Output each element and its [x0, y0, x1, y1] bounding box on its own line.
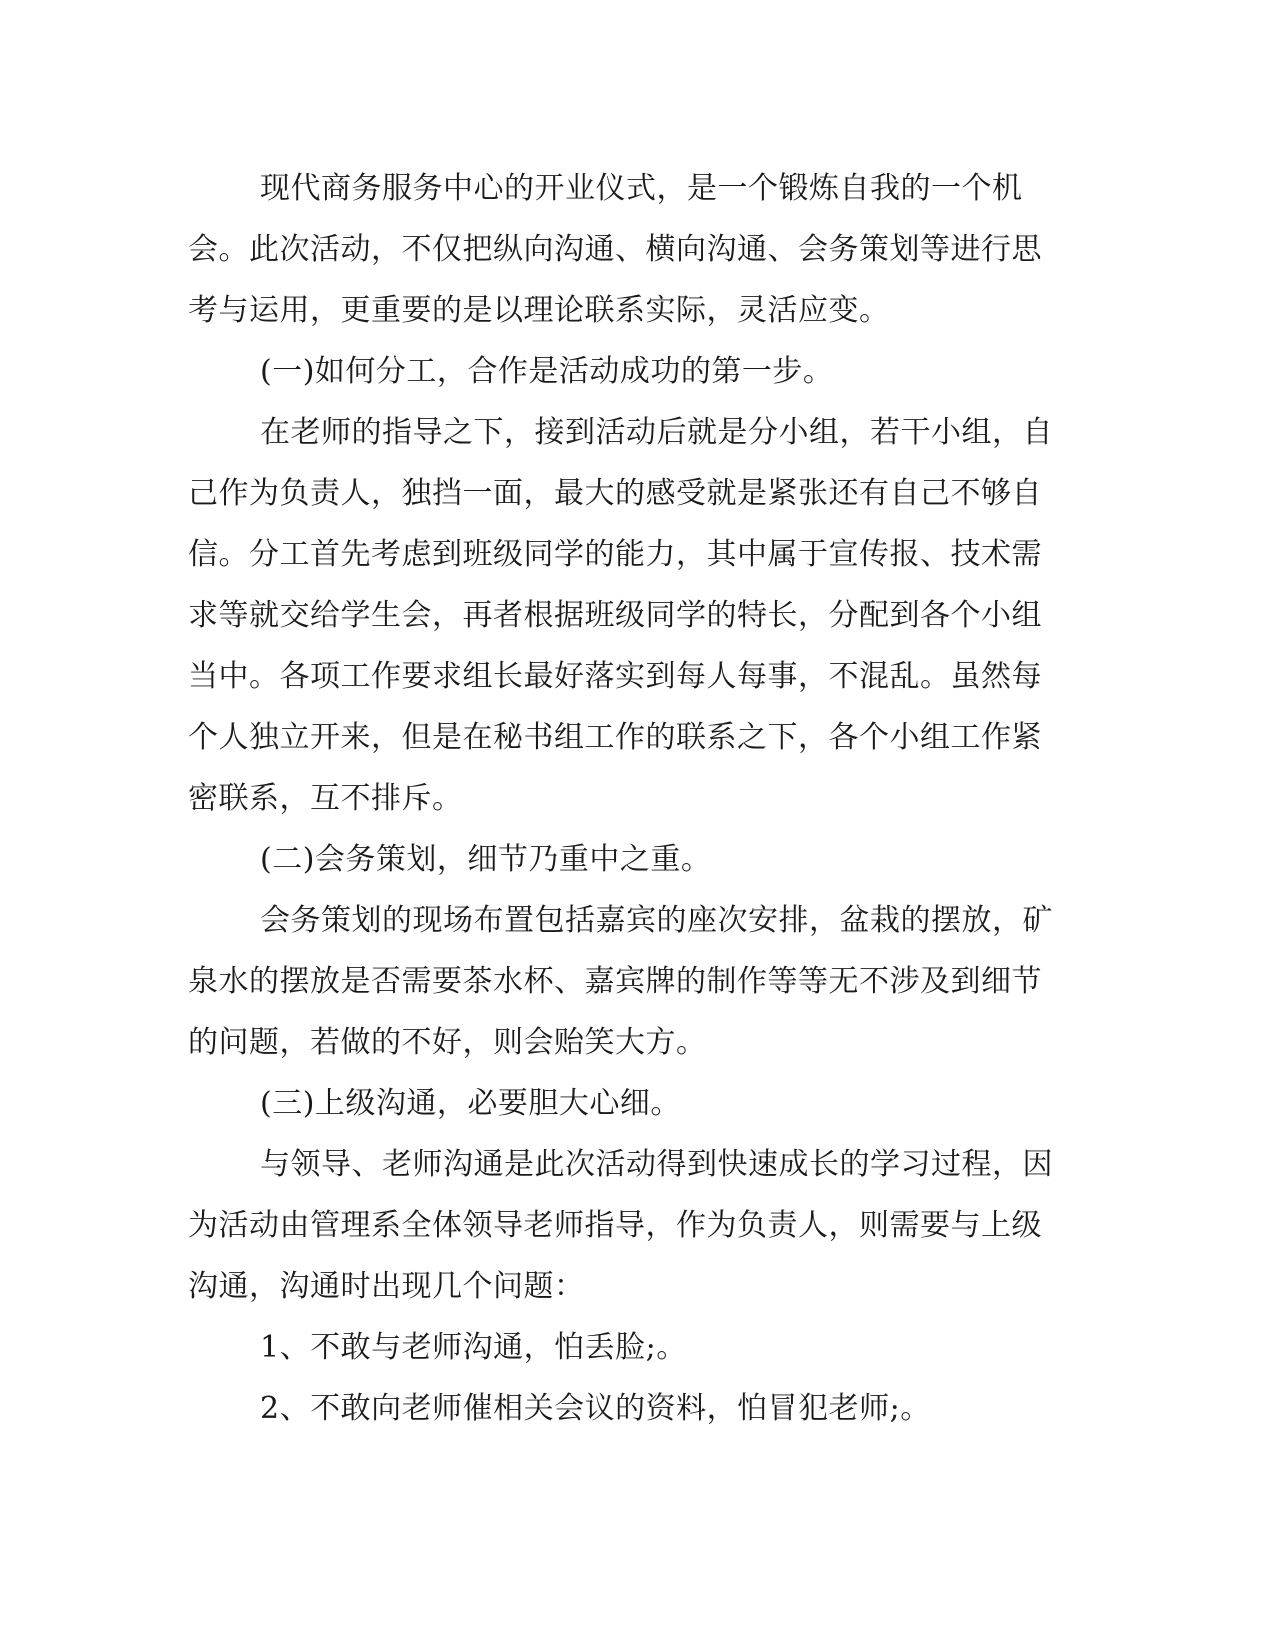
- list-item-1: 1、不敢与老师沟通，怕丢脸;。: [260, 1330, 687, 1365]
- section-heading-3: (三)上级沟通，必要胆大心细。: [260, 1086, 681, 1121]
- section-heading-1: (一)如何分工，合作是活动成功的第一步。: [260, 354, 834, 389]
- list-item-2: 2、不敢向老师催相关会议的资料，怕冒犯老师;。: [260, 1391, 931, 1426]
- paragraph-meeting-planning: 会务策划的现场布置包括嘉宾的座次安排，盆栽的摆放，矿泉水的摆放是否需要茶水杯、嘉宾牌的制作等等无不涉及到细节的问题，若做的不好，则会贻笑大方。: [188, 903, 1053, 1060]
- paragraph-upward-communication: 与领导、老师沟通是此次活动得到快速成长的学习过程，因为活动由管理系全体领导老师指导，作为负责人，则需要与上级沟通，沟通时出现几个问题：: [188, 1147, 1053, 1304]
- section-heading-2: (二)会务策划，细节乃重中之重。: [260, 842, 712, 877]
- paragraph-intro: 现代商务服务中心的开业仪式，是一个锻炼自我的一个机会。此次活动，不仅把纵向沟通、横向沟通、会务策划等进行思考与运用，更重要的是以理论联系实际，灵活应变。: [188, 171, 1042, 328]
- paragraph-division-of-labor: 在老师的指导之下，接到活动后就是分小组，若干小组，自己作为负责人，独挡一面，最大的感受就是紧张还有自己不够自信。分工首先考虑到班级同学的能力，其中属于宣传报、技术需求等就交给学生会，再者根据班级同学的特长，分配到各个小组当中。各项工作要求组长最好落实到每人每事，不混乱。虽然每个人独立开来，但是在秘书组工作的联系之下，各个小组工作紧密联系，互不排斥。: [188, 415, 1053, 816]
- document-body: [188, 158, 1068, 1439]
